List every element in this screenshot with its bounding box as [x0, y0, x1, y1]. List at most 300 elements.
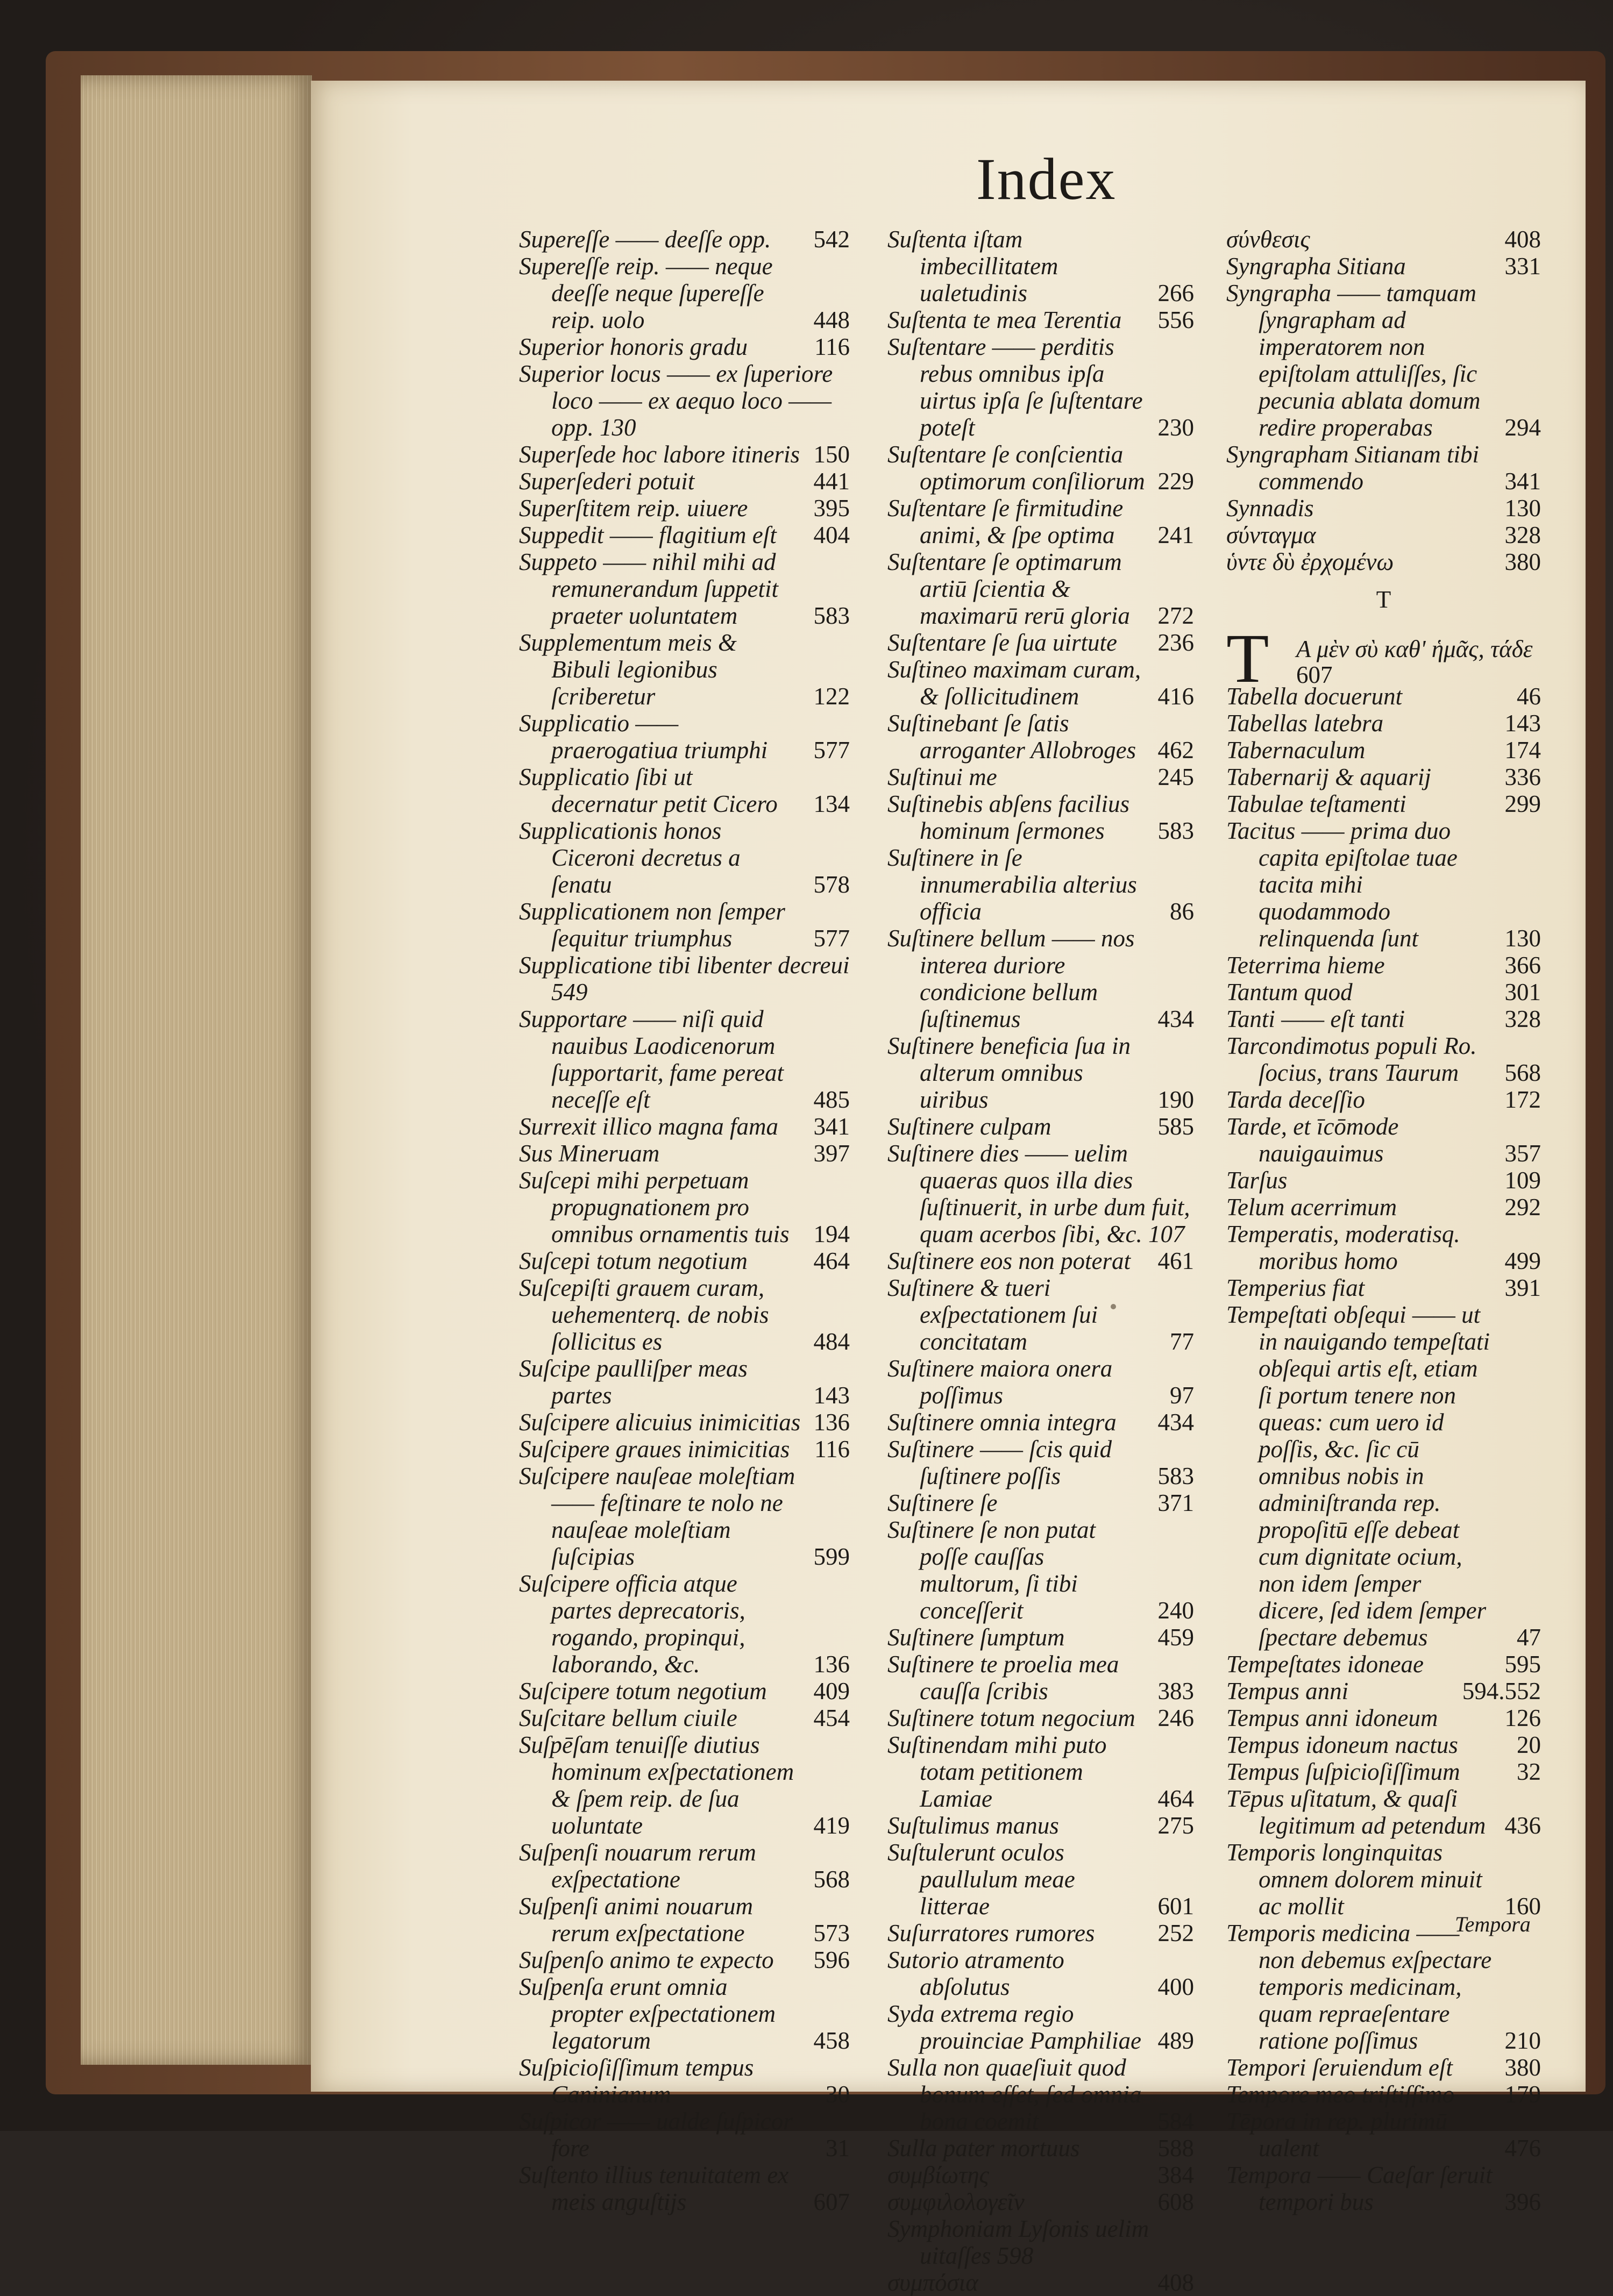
index-entry: [1226, 2054, 1541, 2081]
entry-text: Tempus idoneum nactus: [1226, 1731, 1458, 1758]
entry-page-number: 489: [1157, 2027, 1194, 2054]
entry-page-number: 130: [1504, 925, 1541, 952]
entry-page-number: 136: [813, 1651, 850, 1678]
index-entry: [1226, 2162, 1541, 2215]
index-entry: [519, 1274, 850, 1355]
entry-text: Tempori ſeruiendum eſt: [1226, 2054, 1453, 2081]
entry-page-number: 341: [1504, 468, 1541, 495]
index-entry: [1226, 737, 1541, 764]
index-entry: [519, 1436, 850, 1463]
entry-text: Tēpus uſitatum, & quaſi legitimum ad petendum: [1226, 1785, 1486, 1839]
entry-text: Suſcepi mihi perpetuam propugnationem pro omnibus ornamentis tuis: [519, 1167, 790, 1247]
entry-page-number: 380: [1504, 548, 1541, 575]
index-entry: [887, 1705, 1194, 1731]
index-entry: [887, 1946, 1194, 2000]
entry-page-number: 371: [1157, 1489, 1194, 1516]
index-entry: [1226, 1758, 1541, 1785]
index-entry: [519, 1140, 850, 1167]
index-entry: [1226, 495, 1541, 522]
index-entry: [519, 764, 850, 817]
index-entry: [887, 333, 1194, 441]
entry-text: Suſcipere officia atque partes deprecatoris, rogando, propinqui, laborando, &c.: [519, 1570, 745, 1678]
index-entry: [887, 2269, 1194, 2296]
entry-text: Suſtinui me: [887, 764, 997, 790]
entry-page-number: 573: [813, 1920, 850, 1946]
index-entry: [1226, 2108, 1541, 2162]
entry-page-number: 194: [813, 1221, 850, 1247]
entry-text: σύνταγμα: [1226, 522, 1316, 548]
entry-page-number: 448: [813, 306, 850, 333]
entry-text: Syngrapha Sitiana: [1226, 253, 1406, 280]
index-entry: [887, 925, 1194, 1032]
index-entry: [519, 817, 850, 898]
index-entry: [519, 898, 850, 952]
entry-text: Sulla pater mortuus: [887, 2135, 1080, 2162]
index-entry: [1226, 1086, 1541, 1113]
entry-page-number: 190: [1157, 1086, 1194, 1113]
index-entry: [1226, 280, 1541, 441]
entry-text: Superior honoris gradu: [519, 333, 748, 360]
index-entry: [519, 710, 850, 764]
index-entry: [519, 522, 850, 548]
entry-text: Suſtenta iſtam imbecillitatem ualetudinis: [887, 226, 1058, 306]
index-entry: [887, 2000, 1194, 2054]
entry-page-number: 46: [1517, 683, 1541, 710]
index-entry: [519, 226, 850, 253]
entry-page-number: 31: [826, 2135, 850, 2162]
entry-page-number: 301: [1504, 979, 1541, 1006]
entry-text: Tabernarij & aquarij: [1226, 764, 1431, 790]
index-entry: [519, 2054, 850, 2108]
entry-page-number: 583: [1157, 1463, 1194, 1489]
index-entry: [1226, 1731, 1541, 1758]
drop-cap: T: [1226, 620, 1269, 697]
entry-text: Tarcondimotus populi Ro. ſocius, trans Taurum: [1226, 1032, 1477, 1086]
entry-text: Tarda deceſſio: [1226, 1086, 1365, 1113]
index-column-1: [519, 226, 850, 2215]
index-entry: [1226, 441, 1541, 495]
entry-page-number: 116: [814, 1436, 850, 1463]
index-entry: [887, 1274, 1194, 1355]
entry-text: Sulla non quaeſiuit quod bonum eſſet, ſed omnia bona coemit: [887, 2054, 1142, 2135]
entry-page-number: 419: [813, 1812, 850, 1839]
index-entry: [519, 253, 850, 333]
ink-spot: [1111, 1304, 1116, 1309]
entry-page-number: 391: [1504, 1274, 1541, 1301]
index-entry: [519, 1946, 850, 1973]
entry-page-number: 578: [813, 871, 850, 898]
index-entry: [519, 1463, 850, 1570]
index-entry: [519, 1409, 850, 1436]
entry-text: Tarde, et īcōmode nauigauimus: [1226, 1113, 1399, 1167]
index-entry: [519, 1678, 850, 1705]
entry-text: Superior locus —— ex ſuperiore loco —— ex aequo loco —— opp. 130: [519, 360, 833, 441]
index-entry: [1226, 226, 1541, 253]
entry-text: Suſtentare ſe ſua uirtute: [887, 629, 1118, 656]
entry-page-number: 252: [1157, 1920, 1194, 1946]
entry-page-number: 459: [1157, 1624, 1194, 1651]
entry-page-number: 485: [813, 1086, 850, 1113]
entry-page-number: 160: [1504, 1893, 1541, 1920]
index-entry: [519, 333, 850, 360]
index-entry: [887, 2215, 1194, 2269]
entry-text: Suſtenta te mea Terentia: [887, 306, 1122, 333]
entry-page-number: 556: [1157, 306, 1194, 333]
entry-page-number: 299: [1504, 790, 1541, 817]
entry-page-number: 596: [813, 1946, 850, 1973]
index-entry: [1226, 522, 1541, 548]
entry-text: Tempus anni idoneum: [1226, 1705, 1438, 1731]
entry-text: Suſtinere ſe: [887, 1489, 998, 1516]
index-entry: [887, 2162, 1194, 2188]
entry-text: Suſpēſam tenuiſſe diutius hominum exſpectationem & ſpem reip. de ſua uoluntate: [519, 1731, 794, 1839]
entry-text: Suſtinere maiora onera poſſimus: [887, 1355, 1113, 1409]
drop-cap-text: A μὲν σὺ καθ' ἡμᾶς, τάδε: [1296, 636, 1533, 662]
entry-page-number: 130: [1504, 495, 1541, 522]
entry-text: Suſtentare ſe firmitudine animi, & ſpe optima: [887, 495, 1124, 548]
index-entry: [887, 764, 1194, 790]
entry-text: συμφιλολογεῖν: [887, 2188, 1025, 2215]
index-entry: [1226, 1920, 1541, 2054]
entry-text: Symphoniam Lyſonis uelim uitaſſes 598: [887, 2215, 1149, 2269]
index-entry: [519, 1113, 850, 1140]
entry-page-number: 328: [1504, 1006, 1541, 1032]
entry-page-number: 30: [826, 2081, 850, 2108]
index-entry: [887, 1731, 1194, 1812]
index-entry: [519, 629, 850, 710]
entry-text: Temperatis, moderatisq. moribus homo: [1226, 1221, 1460, 1274]
section-heading: T: [1376, 586, 1391, 613]
entry-text: Supplementum meis & Bibuli legionibus ſcriberetur: [519, 629, 737, 710]
index-entry: [1226, 1006, 1541, 1032]
entry-page-number: 499: [1504, 1247, 1541, 1274]
entry-text: Tempus ſuſpicioſiſſimum: [1226, 1758, 1460, 1785]
entry-text: Tantum quod: [1226, 979, 1353, 1006]
entry-text: Supplicatio —— praerogatiua triumphi: [519, 710, 768, 764]
entry-page-number: 462: [1157, 737, 1194, 764]
entry-page-number: 275: [1157, 1812, 1194, 1839]
entry-text: Suſtentare ſe conſcientia optimorum conſiliorum: [887, 441, 1145, 495]
index-entry: [1226, 1274, 1541, 1301]
entry-page-number: 484: [813, 1328, 850, 1355]
entry-page-number: 577: [813, 737, 850, 764]
index-entry: [887, 1839, 1194, 1920]
entry-text: Supereſſe reip. —— neque deeſſe neque ſupereſſe reip. uolo: [519, 253, 773, 333]
index-entry: [887, 495, 1194, 548]
entry-text: Suſtentare ſe optimarum artiū ſcientia & maximarū rerū gloria: [887, 548, 1130, 629]
entry-text: Suſpenſo animo te expecto: [519, 1946, 774, 1973]
entry-page-number: 172: [1504, 1086, 1541, 1113]
entry-text: Supplicatio ſibi ut decernatur petit Cicero: [519, 764, 778, 817]
entry-page-number: 134: [813, 790, 850, 817]
index-entry: [519, 1355, 850, 1409]
index-entry: [887, 629, 1194, 656]
entry-text: Suſtinere culpam: [887, 1113, 1051, 1140]
index-entry: [887, 656, 1194, 710]
entry-page-number: 584: [1157, 2108, 1194, 2135]
entry-text: Tēpora in rep. plurimū ualent: [1226, 2108, 1447, 2162]
index-entry: [1226, 764, 1541, 790]
entry-text: Suſpicioſiſſimum tempus Caninianum: [519, 2054, 754, 2108]
entry-page-number: 77: [1170, 1328, 1194, 1355]
entry-text: ὑντε δὺ ἐρχομένω: [1226, 548, 1394, 575]
entry-page-number: 384: [1157, 2162, 1194, 2188]
entry-text: Teterrima hieme: [1226, 952, 1385, 979]
entry-text: Syngrapham Sitianam tibi commendo: [1226, 441, 1479, 495]
entry-text: σύνθεσις: [1226, 226, 1310, 253]
index-entry: [887, 1651, 1194, 1705]
index-entry: [887, 1409, 1194, 1436]
index-column-3-part-t: [1226, 683, 1541, 2215]
index-entry: [887, 306, 1194, 333]
index-entry: [887, 1113, 1194, 1140]
index-entry: [1226, 817, 1541, 952]
drop-cap-page: 607: [1296, 661, 1333, 688]
entry-text: Tabella docuerunt: [1226, 683, 1403, 710]
entry-text: Temporis longinquitas omnem dolorem minuit ac mollit: [1226, 1839, 1482, 1920]
entry-page-number: 434: [1157, 1006, 1194, 1032]
index-entry: [887, 1247, 1194, 1274]
entry-page-number: 408: [1157, 2269, 1194, 2296]
entry-page-number: 336: [1504, 764, 1541, 790]
index-entry: [519, 1973, 850, 2054]
entry-page-number: 461: [1157, 1247, 1194, 1274]
entry-text: Tabellas latebra: [1226, 710, 1384, 737]
index-entry: [1226, 1221, 1541, 1274]
entry-page-number: 409: [813, 1678, 850, 1705]
entry-text: Suppeto —— nihil mihi ad remunerandum ſuppetit praeter uoluntatem: [519, 548, 779, 629]
index-entry: [1226, 1113, 1541, 1167]
entry-page-number: 97: [1170, 1382, 1194, 1409]
index-entry: [887, 2188, 1194, 2215]
entry-text: Suſtulimus manus: [887, 1812, 1059, 1839]
entry-page-number: 116: [814, 333, 850, 360]
index-column-2: [887, 226, 1194, 2296]
entry-page-number: 150: [813, 441, 850, 468]
entry-text: Tempora —— Caeſar ſeruit tempori bus: [1226, 2162, 1493, 2215]
entry-text: Suppedit —— flagitium eſt: [519, 522, 777, 548]
entry-page-number: 292: [1504, 1194, 1541, 1221]
index-entry: [1226, 683, 1541, 710]
entry-page-number: 245: [1157, 764, 1194, 790]
index-entry: [887, 1032, 1194, 1113]
index-entry: [1226, 1785, 1541, 1839]
entry-text: Superſtitem reip. uiuere: [519, 495, 748, 522]
index-column-3-part-s: [1226, 226, 1541, 575]
entry-page-number: 568: [1504, 1059, 1541, 1086]
entry-text: Supplicationis honos Ciceroni decretus a ſenatu: [519, 817, 741, 898]
entry-page-number: 241: [1157, 522, 1194, 548]
entry-page-number: 436: [1504, 1812, 1541, 1839]
index-entry: [887, 710, 1194, 764]
entry-text: Tempus anni: [1226, 1678, 1349, 1705]
entry-text: Suſcepi totum negotium: [519, 1247, 748, 1274]
entry-text: Suſcipere graues inimicitias: [519, 1436, 790, 1463]
index-entry: [887, 548, 1194, 629]
page-edges: [81, 75, 312, 2065]
entry-text: Superſederi potuit: [519, 468, 695, 495]
entry-text: Tempeſtates idoneae: [1226, 1651, 1424, 1678]
entry-text: Suſtinere ſumptum: [887, 1624, 1065, 1651]
entry-text: Suſcipe paulliſper meas partes: [519, 1355, 748, 1409]
page-title: Index: [976, 146, 1117, 212]
index-entry: [1226, 548, 1541, 575]
catchword: Tempora: [1455, 1912, 1531, 1936]
entry-page-number: 416: [1157, 683, 1194, 710]
entry-text: Syngrapha —— tamquam ſyngrapham ad imperatorem non epiſtolam attuliſſes, ſic pecunia ablata domum redire properabas: [1226, 280, 1481, 441]
entry-text: Tabernaculum: [1226, 737, 1366, 764]
entry-text: Suſpicor —— ualde ſuſpicor fore: [519, 2108, 793, 2162]
index-entry: [887, 1355, 1194, 1409]
index-entry: [887, 2135, 1194, 2162]
entry-text: Suſtinere te proelia mea cauſſa ſcribis: [887, 1651, 1119, 1705]
entry-text: Suſtinere ſe non putat poſſe cauſſas multorum, ſi tibi conceſſerit: [887, 1516, 1096, 1624]
entry-text: Suſtentare —— perditis rebus omnibus ipſa uirtus ipſa ſe ſuſtentare poteſt: [887, 333, 1143, 441]
entry-page-number: 476: [1504, 2135, 1541, 2162]
entry-text: συμπόσια: [887, 2269, 978, 2296]
entry-page-number: 583: [1157, 817, 1194, 844]
entry-text: Tarſus: [1226, 1167, 1288, 1194]
index-entry: [519, 468, 850, 495]
entry-text: Suſtinere eos non poterat: [887, 1247, 1131, 1274]
entry-text: Tabulae teſtamenti: [1226, 790, 1406, 817]
index-entry: [887, 1812, 1194, 1839]
entry-page-number: 542: [813, 226, 850, 253]
entry-text: Suſtulerunt oculos paullulum meae litterae: [887, 1839, 1075, 1920]
entry-page-number: 396: [1504, 2188, 1541, 2215]
index-entry: [519, 360, 850, 441]
entry-page-number: 583: [813, 602, 850, 629]
entry-text: Suſtinebis abſens facilius hominum ſermones: [887, 790, 1129, 844]
entry-page-number: 383: [1157, 1678, 1194, 1705]
entry-page-number: 458: [813, 2027, 850, 2054]
index-entry: [1226, 2081, 1541, 2108]
index-entry: [1226, 253, 1541, 280]
entry-page-number: 246: [1157, 1705, 1194, 1731]
entry-page-number: 585: [1157, 1113, 1194, 1140]
index-entry: [887, 2054, 1194, 2135]
entry-page-number: 47: [1517, 1624, 1541, 1651]
entry-text: Suſtinere bellum —— nos interea duriore condicione bellum ſuſtinemus: [887, 925, 1135, 1032]
entry-page-number: 240: [1157, 1597, 1194, 1624]
entry-text: Surrexit illico magna fama: [519, 1113, 779, 1140]
entry-text: Suſpenſi nouarum rerum exſpectatione: [519, 1839, 756, 1893]
entry-text: Supereſſe —— deeſſe opp.: [519, 226, 771, 253]
entry-page-number: 595: [1504, 1651, 1541, 1678]
entry-page-number: 126: [1504, 1705, 1541, 1731]
entry-page-number: 328: [1504, 522, 1541, 548]
entry-text: Suſtinebant ſe ſatis arroganter Allobroges: [887, 710, 1136, 764]
entry-text: Suſpenſa erunt omnia propter exſpectationem legatorum: [519, 1973, 776, 2054]
entry-page-number: 464: [813, 1247, 850, 1274]
entry-page-number: 143: [813, 1382, 850, 1409]
index-entry: [519, 1006, 850, 1113]
entry-text: Suſcipere alicuius inimicitias: [519, 1409, 801, 1436]
entry-text: Temporis medicina —— non debemus exſpectare temporis medicinam, quam repraeſentare ratione poſſimus: [1226, 1920, 1492, 2054]
index-entry: [519, 1893, 850, 1946]
index-entry: [519, 495, 850, 522]
index-entry: [1226, 1167, 1541, 1194]
entry-text: Suſtinere beneficia ſua in alterum omnibus uiribus: [887, 1032, 1131, 1113]
entry-page-number: 380: [1504, 2054, 1541, 2081]
entry-text: Supplicatione tibi libenter decreui 549: [519, 952, 850, 1006]
entry-text: Suſcitare bellum ciuile: [519, 1705, 737, 1731]
entry-text: Syda extrema regio prouinciae Pamphiliae: [887, 2000, 1142, 2054]
entry-text: Supportare —— niſi quid nauibus Laodicenorum ſupportarit, fame pereat neceſſe eſt: [519, 1006, 784, 1113]
index-entry: [519, 2108, 850, 2162]
entry-page-number: 109: [1504, 1167, 1541, 1194]
entry-page-number: 594.552: [1462, 1678, 1541, 1705]
entry-page-number: 266: [1157, 280, 1194, 306]
entry-text: συμβίωτης: [887, 2162, 989, 2188]
index-entry: [887, 1920, 1194, 1946]
entry-text: Suſtento illius tenuitatem ex meis anguſtijs: [519, 2162, 789, 2215]
entry-text: Suſcipere nauſeae moleſtiam —— feſtinare te nolo ne nauſeae moleſtiam ſuſcipias: [519, 1463, 795, 1570]
index-entry: [1226, 979, 1541, 1006]
entry-page-number: 400: [1157, 1973, 1194, 2000]
index-entry: [1226, 952, 1541, 979]
entry-page-number: 464: [1157, 1785, 1194, 1812]
entry-page-number: 408: [1504, 226, 1541, 253]
entry-page-number: 230: [1157, 414, 1194, 441]
entry-page-number: 179: [1504, 2081, 1541, 2108]
index-entry: [887, 790, 1194, 844]
entry-text: Synnadis: [1226, 495, 1314, 522]
index-entry: [887, 1140, 1194, 1247]
index-entry: [887, 226, 1194, 306]
entry-text: Temperius fiat: [1226, 1274, 1365, 1301]
index-entry: [1226, 1032, 1541, 1086]
entry-page-number: 143: [1504, 710, 1541, 737]
index-entry: [887, 1516, 1194, 1624]
index-entry: [519, 548, 850, 629]
index-entry: [887, 844, 1194, 925]
entry-text: Sus Mineruam: [519, 1140, 660, 1167]
index-entry: [519, 441, 850, 468]
entry-page-number: 404: [813, 522, 850, 548]
index-entry: [887, 441, 1194, 495]
entry-text: Suſtinendam mihi puto totam petitionem Lamiae: [887, 1731, 1107, 1812]
index-entry: [519, 952, 850, 1006]
entry-text: Tempeſtati obſequi —— ut in nauigando tempeſtati obſequi artis eſt, etiam ſi portum tenere non queas: cum uero id poſſis, &c. ſic cū omnibus nobis in adminiſtranda rep. propoſitū eſſe debeat cum dignitate ocium, non idem ſemper dicere, ſed idem ſemper ſpectare debemus: [1226, 1301, 1490, 1651]
entry-page-number: 607: [813, 2188, 850, 2215]
entry-page-number: 608: [1157, 2188, 1194, 2215]
entry-text: Suſcepiſti grauem curam, uehementerq. de nobis ſollicitus es: [519, 1274, 769, 1355]
entry-page-number: 331: [1504, 253, 1541, 280]
entry-text: Suſtinere totum negocium: [887, 1705, 1135, 1731]
entry-page-number: 32: [1517, 1758, 1541, 1785]
entry-text: Suſtinere dies —— uelim quaeras quos illa dies ſuſtinuerit, in urbe dum fuit, quam acerbos ſibi, &c. 107: [887, 1140, 1190, 1247]
entry-text: Suſtinere omnia integra: [887, 1409, 1117, 1436]
entry-text: Superſede hoc labore itineris: [519, 441, 800, 468]
entry-page-number: 397: [813, 1140, 850, 1167]
index-entry: [1226, 790, 1541, 817]
entry-text: Suſtinere —— ſcis quid ſuſtinere poſſis: [887, 1436, 1112, 1489]
entry-page-number: 272: [1157, 602, 1194, 629]
entry-page-number: 395: [813, 495, 850, 522]
entry-text: Suſtinere in ſe innumerabilia alterius officia: [887, 844, 1137, 925]
entry-page-number: 568: [813, 1866, 850, 1893]
entry-page-number: 136: [813, 1409, 850, 1436]
entry-page-number: 357: [1504, 1140, 1541, 1167]
entry-page-number: 434: [1157, 1409, 1194, 1436]
entry-text: Suſpenſi animi nouarum rerum exſpectatione: [519, 1893, 753, 1946]
entry-text: Telum acerrimum: [1226, 1194, 1397, 1221]
entry-page-number: 441: [813, 468, 850, 495]
entry-page-number: 577: [813, 925, 850, 952]
entry-page-number: 20: [1517, 1731, 1541, 1758]
entry-text: Supplicationem non ſemper ſequitur triumphus: [519, 898, 785, 952]
